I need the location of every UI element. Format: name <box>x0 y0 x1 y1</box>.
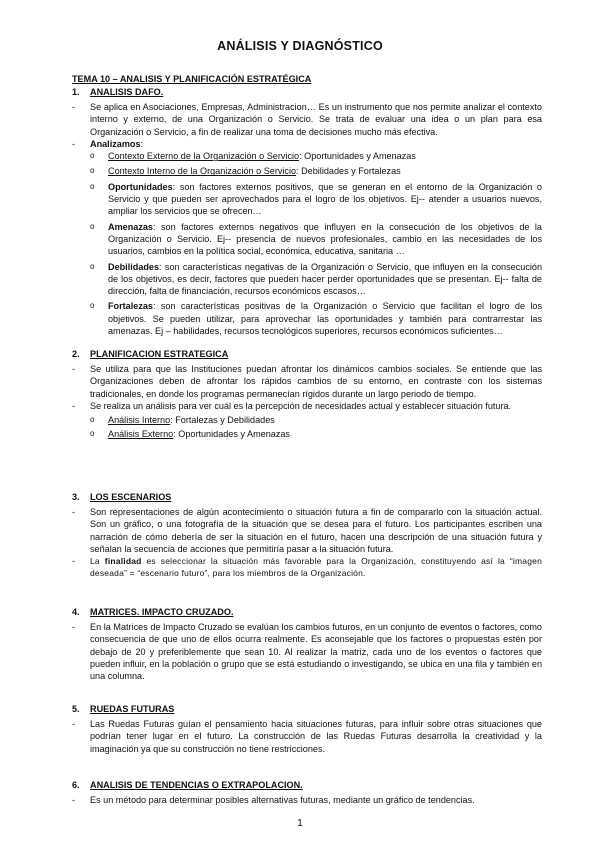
section-planificacion-estrategica <box>72 348 542 441</box>
analizamos-label: - Analizamos: <box>72 138 144 149</box>
section-heading: 2. PLANIFICACION ESTRATEGICA <box>72 349 229 359</box>
list-item: o Oportunidades: son factores externos positivos, que se generan en el entorno de la Organización o Servicio y que pueden ser aprovechados para el logro de los objetivos. Ej-- atender a usuarios nuevos, ampliar los servicios que se ofrecen… <box>90 181 542 217</box>
tema-heading: TEMA 10 – ANALISIS Y PLANIFICACIÓN ESTRATÉGICA <box>72 74 312 84</box>
section-heading: 5. RUEDAS FUTURAS <box>72 704 175 714</box>
list-item: o Fortalezas: son características positivas de la Organización o Servicio que facilitan el logro de los objetivos. Se pueden utilizar, para aprovechar las oportunidades y también para contrarrestar las amenazas. Ej – habilidades, recursos tecnológicos superiores, recursos económicos suficientes… <box>90 301 542 337</box>
paragraph: - Se aplica en Asociaciones, Empresas, Administracion… Es un instrumento que nos permite analizar el contexto interno y externo, de una Organización o Servicio. Se trata de evaluar una idea o un plan para esa Organización o Servicio, a fin de realizar una toma de decisiones mucho más efectiva. <box>72 102 542 137</box>
paragraph: - Son representaciones de algún acontecimiento o situación futura a fin de compararlo con la situación actual. Son un gráfico, o una fotografía de la situación que se desea para el futuro. Los participantes escriben una narración de cómo debería de ser la situación en el futuro, hacen una descripción de una situación futura y señalan la secuencia de acciones que permitiría pasar a la situación futura. <box>72 507 542 554</box>
paragraph: - En la Matrices de Impacto Cruzado se evalúan los cambios futuros, en un conjunto de eventos o factores, como consecuencia de que uno de ellos ocurra realmente. Es aconsejable que los factores o propuestas estén por debajo de 20 y preferiblemente que sean 10. Al realizar la matriz, cada uno de los eventos o factores que pueden influir, en la población o grupo que se está estudiando o investigando, se ubica en una fila y también en una columna. <box>72 622 542 682</box>
list-item: o Amenazas: son factores externos negativos que influyen en la consecución de los objetivos de la Organización o Servicio. Ej-- presencia de nuevos profesionales, cambio en las necesidades de los usuarios, cambios en la política social, económica, educativa, sanitaria … <box>90 221 542 257</box>
section-matrices <box>72 606 542 682</box>
paragraph: - Se utiliza para que las Instituciones puedan afrontar los dinámicos cambios sociales. Se entiende que las Organizaciones deben de afrontar los rápidos cambios de su entorno, en contraste con los sistemas tradicionales, en donde los programas permanecían rígidos durante un largo periodo de tiempo. <box>72 364 542 399</box>
page-number: 1 <box>297 818 303 829</box>
list-item: o Contexto Interno de la Organización o Servicio: Debilidades y Fortalezas <box>90 166 401 177</box>
paragraph: - La finalidad es seleccionar la situación más favorable para la Organización, constituyendo así la “imagen deseada” = “escenario futuro”, para los miembros de la Organización. <box>72 556 542 579</box>
list-item: o Análisis Externo: Oportunidades y Amenazas <box>90 429 290 440</box>
section-escenarios <box>72 491 542 580</box>
document-title: ANÁLISIS Y DIAGNÓSTICO <box>217 39 383 53</box>
section-heading: 4. MATRICES. IMPACTO CRUZADO. <box>72 607 234 617</box>
section-ruedas-futuras <box>72 703 542 755</box>
paragraph: - Es un método para determinar posibles alternativas futuras, mediante un gráfico de tendencias. <box>72 795 475 805</box>
paragraph: - Las Ruedas Futuras guían el pensamiento hacia situaciones futuras, para influir sobre otras situaciones que podrían tener lugar en el futuro. La construcción de las Ruedas Futuras desarrolla la creatividad y la imaginación ya que su construcción no tiene restricciones. <box>72 719 542 754</box>
section-heading: 3. LOS ESCENARIOS <box>72 492 172 502</box>
list-item: o Debilidades: son características negativas de la Organización o Servicio, que influyen en la consecución de los objetivos, es decir, factores que pueden hacer perder oportunidades que se presentan. Ej-- falta de dirección, falta de financiación, recursos económicos escasos… <box>90 261 542 297</box>
list-item: o Análisis Interno: Fortalezas y Debilidades <box>90 415 275 426</box>
section-heading: 6. ANALISIS DE TENDENCIAS O EXTRAPOLACION. <box>72 780 303 790</box>
list-item: o Contexto Externo de la Organización o Servicio: Oportunidades y Amenazas <box>90 151 416 162</box>
section-heading: 1. ANALISIS DAFO. <box>72 87 164 97</box>
section-analisis-tendencias <box>72 779 542 806</box>
section-analisis-dafo <box>72 86 542 337</box>
paragraph: - Se realiza un análisis para ver cuál es la percepción de necesidades actual y establecer situación futura. <box>72 400 512 411</box>
